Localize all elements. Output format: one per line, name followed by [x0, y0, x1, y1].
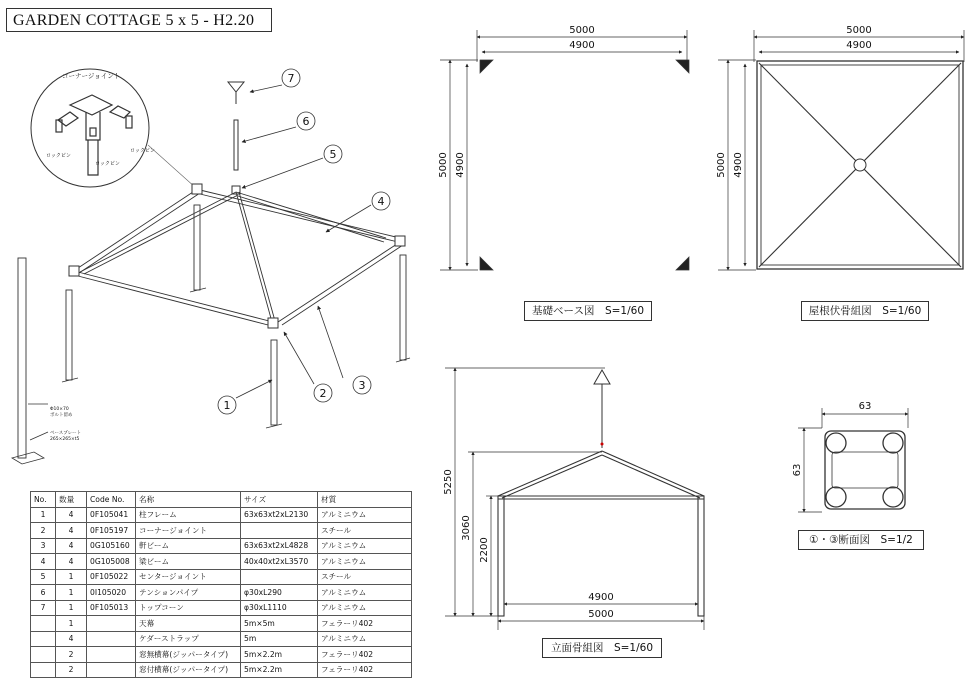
table-cell: 4: [56, 523, 87, 539]
section-caption: ①・③断面図 S=1/2: [798, 530, 924, 550]
base-note-2: ベースプレート: [50, 431, 82, 436]
elevation-caption: 立面骨組図 S=1/60: [542, 638, 662, 658]
elev-dim-inner: 4900: [588, 592, 614, 603]
table-cell: テンションパイプ: [136, 585, 241, 601]
table-cell: 1: [56, 616, 87, 632]
table-cell: [31, 662, 56, 678]
table-cell: [87, 631, 136, 647]
table-cell: 5m×2.2m: [241, 647, 318, 663]
table-cell: アルミニウム: [318, 538, 412, 554]
table-cell: 0F105041: [87, 507, 136, 523]
table-cell: 2: [56, 662, 87, 678]
section-profile: [798, 408, 908, 512]
roof-dim-outer: 5000: [846, 25, 872, 36]
top-cone-elevation-icon: [594, 370, 610, 384]
callout-1: 1: [223, 399, 231, 412]
table-cell: 1: [56, 600, 87, 616]
table-cell: 軒ビーム: [136, 538, 241, 554]
table-cell: 1: [31, 507, 56, 523]
roof-dim-inner: 4900: [846, 40, 872, 51]
base-plate-icons: [480, 60, 689, 270]
table-cell: [87, 662, 136, 678]
table-cell: [31, 647, 56, 663]
table-cell: スチール: [318, 523, 412, 539]
callout-7: 7: [287, 72, 295, 85]
roof-dim-side-outer: 5000: [716, 152, 727, 178]
table-cell: フェラーリ402: [318, 647, 412, 663]
aluminum-profile-icon: [825, 431, 905, 509]
roof-plan-caption: 屋根伏骨組図 S=1/60: [801, 301, 929, 321]
table-cell: フェラーリ402: [318, 662, 412, 678]
lock-pin-right-label: ロックピン: [130, 148, 155, 154]
table-cell: 63x63xt2xL4828: [241, 538, 318, 554]
elevation: [445, 368, 704, 630]
table-cell: アルミニウム: [318, 600, 412, 616]
corner-joint-detail-icon: [56, 95, 132, 175]
callout-5: 5: [329, 148, 337, 161]
table-row: [31, 585, 412, 601]
table-cell: コーナージョイント: [136, 523, 241, 539]
table-row: [31, 647, 412, 663]
table-cell: 梁ビーム: [136, 554, 241, 570]
table-cell: ケダーストラップ: [136, 631, 241, 647]
roof-plan: [718, 30, 964, 270]
col-code: Code No.: [87, 492, 136, 508]
table-row: [31, 662, 412, 678]
table-cell: 63x63xt2xL2130: [241, 507, 318, 523]
table-cell: 0I105020: [87, 585, 136, 601]
table-row: [31, 600, 412, 616]
table-cell: アルミニウム: [318, 585, 412, 601]
col-qty: 数量: [56, 492, 87, 508]
base-plan-caption: 基礎ベース図 S=1/60: [524, 301, 652, 321]
table-cell: 0F105197: [87, 523, 136, 539]
right-column: [698, 496, 704, 616]
top-cone-icon: [228, 82, 244, 92]
lock-pin-left-label: ロックピン: [46, 153, 71, 159]
table-cell: 窓付横幕(ジッパータイプ): [136, 662, 241, 678]
table-cell: トップコーン: [136, 600, 241, 616]
elev-dim-eave: 2200: [479, 537, 490, 563]
eave-beams: [75, 190, 403, 326]
table-cell: φ30xL1110: [241, 600, 318, 616]
table-cell: 4: [56, 631, 87, 647]
left-column: [498, 496, 504, 616]
base-dim-outer: 5000: [569, 25, 595, 36]
callout-2: 2: [319, 387, 327, 400]
table-row: [31, 523, 412, 539]
lock-pin-bottom-label: ロックピン: [95, 161, 120, 167]
table-cell: 5m: [241, 631, 318, 647]
table-cell: アルミニウム: [318, 554, 412, 570]
base-note-1b: ボルト留め: [50, 413, 73, 418]
table-cell: アルミニウム: [318, 631, 412, 647]
table-cell: 4: [56, 538, 87, 554]
table-cell: フェラーリ402: [318, 616, 412, 632]
table-cell: 0G105008: [87, 554, 136, 570]
table-cell: [31, 616, 56, 632]
table-cell: 0F105022: [87, 569, 136, 585]
table-cell: 4: [56, 507, 87, 523]
table-cell: センタージョイント: [136, 569, 241, 585]
callout-3: 3: [358, 379, 366, 392]
table-cell: スチール: [318, 569, 412, 585]
table-cell: 2: [56, 647, 87, 663]
base-dim-side-outer: 5000: [438, 152, 449, 178]
table-cell: 1: [56, 585, 87, 601]
columns: [18, 205, 406, 458]
col-size: サイズ: [241, 492, 318, 508]
base-note-2b: 265×265×t5: [50, 437, 80, 442]
base-note-1: Φ10×70: [50, 407, 69, 412]
table-cell: [31, 631, 56, 647]
table-cell: 2: [31, 523, 56, 539]
table-cell: アルミニウム: [318, 507, 412, 523]
col-name: 名称: [136, 492, 241, 508]
table-cell: 5m×5m: [241, 616, 318, 632]
col-no: No.: [31, 492, 56, 508]
table-row: [31, 631, 412, 647]
center-joint-icon: [854, 159, 866, 171]
table-cell: 4: [31, 554, 56, 570]
callout-4: 4: [377, 195, 385, 208]
isometric-frame: [12, 69, 410, 464]
base-dim-side-inner: 4900: [455, 152, 466, 178]
table-cell: φ30xL290: [241, 585, 318, 601]
roof-dim-side-inner: 4900: [733, 152, 744, 178]
callout-6: 6: [302, 115, 310, 128]
table-cell: 5: [31, 569, 56, 585]
col-material: 材質: [318, 492, 412, 508]
table-cell: 1: [56, 569, 87, 585]
corner-joint-label: コーナージョイント: [62, 72, 121, 80]
table-row: [31, 616, 412, 632]
table-row: [31, 554, 412, 570]
roof-rafters: [80, 192, 386, 322]
table-cell: 0G105160: [87, 538, 136, 554]
table-cell: 6: [31, 585, 56, 601]
table-cell: 柱フレーム: [136, 507, 241, 523]
table-cell: [87, 616, 136, 632]
parts-table: [30, 491, 412, 678]
table-row: [31, 507, 412, 523]
table-cell: 5m×2.2m: [241, 662, 318, 678]
table-cell: [241, 569, 318, 585]
base-dim-inner: 4900: [569, 40, 595, 51]
table-cell: 天幕: [136, 616, 241, 632]
parts-table-header: [31, 492, 412, 508]
table-cell: 7: [31, 600, 56, 616]
base-plan: [440, 30, 689, 270]
table-cell: [241, 523, 318, 539]
elev-dim-total-height: 5250: [443, 469, 454, 495]
table-cell: 4: [56, 554, 87, 570]
section-dim-width: 63: [858, 401, 872, 412]
table-cell: 0F105013: [87, 600, 136, 616]
table-row: [31, 569, 412, 585]
elev-dim-ridge: 3060: [461, 515, 472, 541]
elev-dim-outer: 5000: [588, 609, 614, 620]
drawing-title: GARDEN COTTAGE 5 x 5 - H2.20: [6, 8, 272, 32]
table-cell: [87, 647, 136, 663]
table-cell: 3: [31, 538, 56, 554]
tension-pipe: [234, 120, 238, 170]
table-cell: 窓無横幕(ジッパータイプ): [136, 647, 241, 663]
table-row: [31, 538, 412, 554]
section-dim-height: 63: [792, 463, 803, 477]
table-cell: 40x40xt2xL3570: [241, 554, 318, 570]
